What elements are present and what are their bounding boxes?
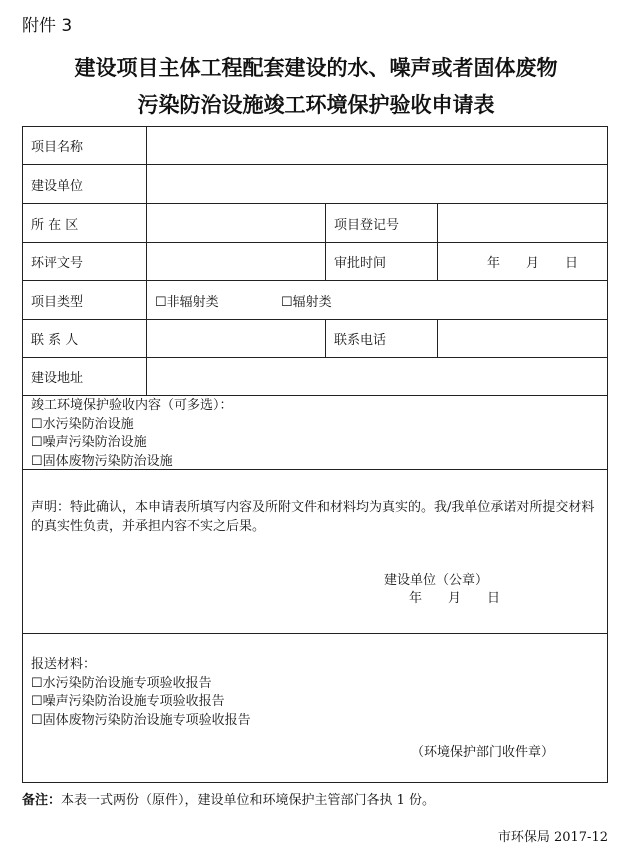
checkbox-noise[interactable]: ☐噪声污染防治设施 [31,435,147,450]
label-district: 所 在 区 [31,217,79,233]
seal-label: 建设单位（公章） [384,573,489,588]
remark-text: 本表一式两份（原件），建设单位和环境保护主管部门各执 1 份。 [61,793,436,808]
row-contact [23,320,607,358]
label-contact: 联 系 人 [31,333,79,348]
field-construction-unit[interactable] [146,165,609,203]
row-project-type [23,281,607,320]
field-eia-doc-no[interactable] [146,243,325,280]
field-approval-time[interactable]: 年 月 日 [437,243,609,280]
label-address: 建设地址 [31,371,84,386]
row-address [23,358,607,396]
row-district [23,204,607,243]
checkbox-solid-waste-report[interactable]: ☐固体废物污染防治设施专项验收报告 [31,712,251,728]
row-project-name [23,127,607,165]
field-reg-no[interactable] [437,204,609,242]
label-eia-doc-no: 环评文号 [31,256,84,271]
title-line-2: 污染防治设施竣工环境保护验收申请表 [137,93,495,117]
checkbox-noise-report[interactable]: ☐噪声污染防治设施专项验收报告 [31,694,225,709]
label-approval-time: 审批时间 [325,243,437,280]
row-construction-unit [23,165,607,204]
acceptance-heading: 竣工环境保护验收内容（可多选）： [31,398,233,413]
materials-section [23,634,607,782]
remark-label: 备注： [22,793,62,808]
receipt-seal-label: （环境保护部门收件章） [411,745,555,760]
field-project-name[interactable] [146,127,609,164]
field-contact[interactable] [146,320,325,357]
label-reg-no: 项目登记号 [325,204,437,242]
application-form [22,126,608,783]
field-project-type [146,281,609,319]
field-phone[interactable] [437,320,609,357]
statement-text: 声明：特此确认，本申请表所填写内容及所附文件和材料均为真实的。我/我单位承诺对所提交材料的真实性负责，并承担内容不实之后果。 [31,500,595,534]
materials-heading: 报送材料： [31,657,97,672]
statement-date: 年 月 日 [409,591,501,606]
label-phone: 联系电话 [325,320,437,357]
row-eia-doc [23,243,607,281]
statement-section [23,470,607,634]
checkbox-water[interactable]: ☐水污染防治设施 [31,416,134,432]
field-address[interactable] [146,358,609,395]
footer-issuer: 市环保局 2017-12 [497,830,608,845]
checkbox-radiation[interactable]: ☐辐射类 [281,294,332,310]
acceptance-content-section [23,396,607,470]
label-construction-unit: 建设单位 [31,178,84,194]
checkbox-solid-waste[interactable]: ☐固体废物污染防治设施 [31,453,173,469]
label-project-type: 项目类型 [31,294,84,310]
checkbox-non-radiation[interactable]: ☐非辐射类 [155,294,219,310]
label-project-name: 项目名称 [31,140,84,155]
attachment-label: 附件 3 [22,16,73,36]
field-district[interactable] [146,204,325,242]
title-line-1: 建设项目主体工程配套建设的水、噪声或者固体废物 [74,56,558,80]
remark [22,789,435,808]
checkbox-water-report[interactable]: ☐水污染防治设施专项验收报告 [31,675,212,691]
